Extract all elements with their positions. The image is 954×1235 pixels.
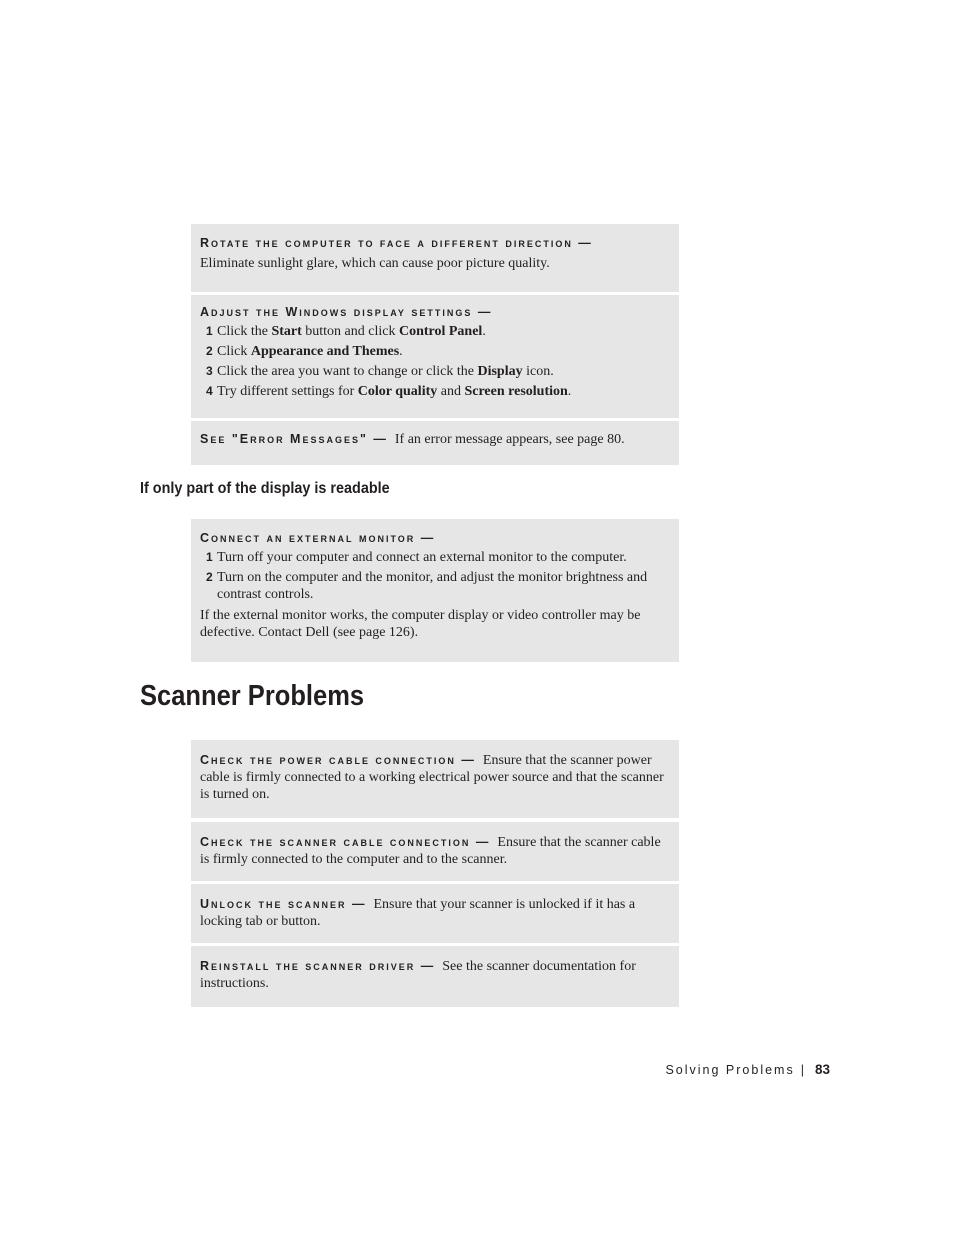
step-text: Turn on the computer and the monitor, and adjust the monitor brightness and contrast controls. — [217, 570, 648, 602]
steps-list — [200, 549, 669, 603]
ui-term: Start — [271, 324, 302, 339]
tip-text: Ensure that the scanner cable is firmly connected to the computer and to the scanner. — [200, 835, 661, 867]
tip-text: See the scanner documentation for instructions. — [200, 959, 636, 991]
tip-box-error-messages — [191, 421, 679, 465]
tip-box-external-monitor — [191, 519, 679, 662]
step-text: Turn off your computer and connect an external monitor to the computer. — [217, 550, 627, 565]
tip-heading: See "Error Messages" — — [200, 432, 388, 446]
ui-term: Screen resolution — [464, 384, 568, 399]
tip-note: If the external monitor works, the computer display or video controller may be defective. Contact Dell (see page 126). — [200, 608, 641, 640]
page-number: 83 — [814, 1062, 830, 1077]
tip-heading: Adjust the Windows display settings — — [200, 305, 493, 319]
step-number: 3 — [206, 364, 213, 378]
tip-heading: Reinstall the scanner driver — — [200, 959, 436, 973]
step-item — [200, 569, 669, 603]
tip-box-rotate-computer — [191, 224, 679, 292]
tip-heading: Check the power cable connection — — [200, 753, 476, 767]
tip-text: If an error message appears, see page 80. — [394, 432, 625, 447]
tip-paragraph — [200, 958, 669, 992]
tip-heading: Check the scanner cable connection — — [200, 835, 491, 849]
tip-box-reinstall-driver — [191, 946, 679, 1007]
tip-box-power-cable — [191, 740, 679, 818]
tip-box-scanner-cable — [191, 822, 679, 881]
footer-section-name: Solving Problems — [665, 1063, 795, 1077]
step-item — [200, 549, 669, 566]
step-item: 1 Click the Start button and click Control Panel. — [206, 324, 486, 339]
tip-heading: Unlock the scanner — — [200, 897, 367, 911]
tip-text: Ensure that your scanner is unlocked if it has a locking tab or button. — [200, 897, 636, 929]
step-number: 2 — [206, 344, 213, 358]
ui-term: Color quality — [357, 384, 438, 399]
tip-box-unlock-scanner — [191, 884, 679, 943]
tip-paragraph — [200, 896, 669, 930]
ui-term: Display — [477, 364, 523, 379]
footer-separator: | — [800, 1063, 806, 1077]
steps-list — [200, 323, 669, 400]
ui-term: Control Panel — [398, 324, 483, 339]
tip-paragraph — [200, 834, 669, 868]
subsection-heading: If only part of the display is readable — [140, 480, 390, 497]
tip-text: Eliminate sunlight glare, which can cause poor picture quality. — [200, 256, 550, 271]
tip-paragraph — [200, 431, 669, 448]
page-footer — [665, 1062, 830, 1077]
tip-heading: Connect an external monitor — — [200, 531, 436, 545]
ui-term: Appearance and Themes — [250, 344, 400, 359]
tip-paragraph — [200, 752, 669, 803]
tip-box-adjust-display-settings — [191, 295, 679, 418]
step-number: 2 — [206, 570, 213, 584]
step-item: 3 Click the area you want to change or click the Display icon. — [206, 364, 554, 379]
step-number: 4 — [206, 384, 213, 398]
tip-heading: Rotate the computer to face a different direction — — [200, 236, 593, 250]
step-number: 1 — [206, 324, 213, 338]
tip-text: Ensure that the scanner power cable is firmly connected to a working electrical power source and that the scanner is turned on. — [200, 753, 664, 802]
step-item: 4 Try different settings for Color quality and Screen resolution. — [206, 384, 572, 399]
step-number: 1 — [206, 550, 213, 564]
section-title: Scanner Problems — [140, 680, 365, 712]
step-item: 2 Click Appearance and Themes. — [206, 344, 403, 359]
